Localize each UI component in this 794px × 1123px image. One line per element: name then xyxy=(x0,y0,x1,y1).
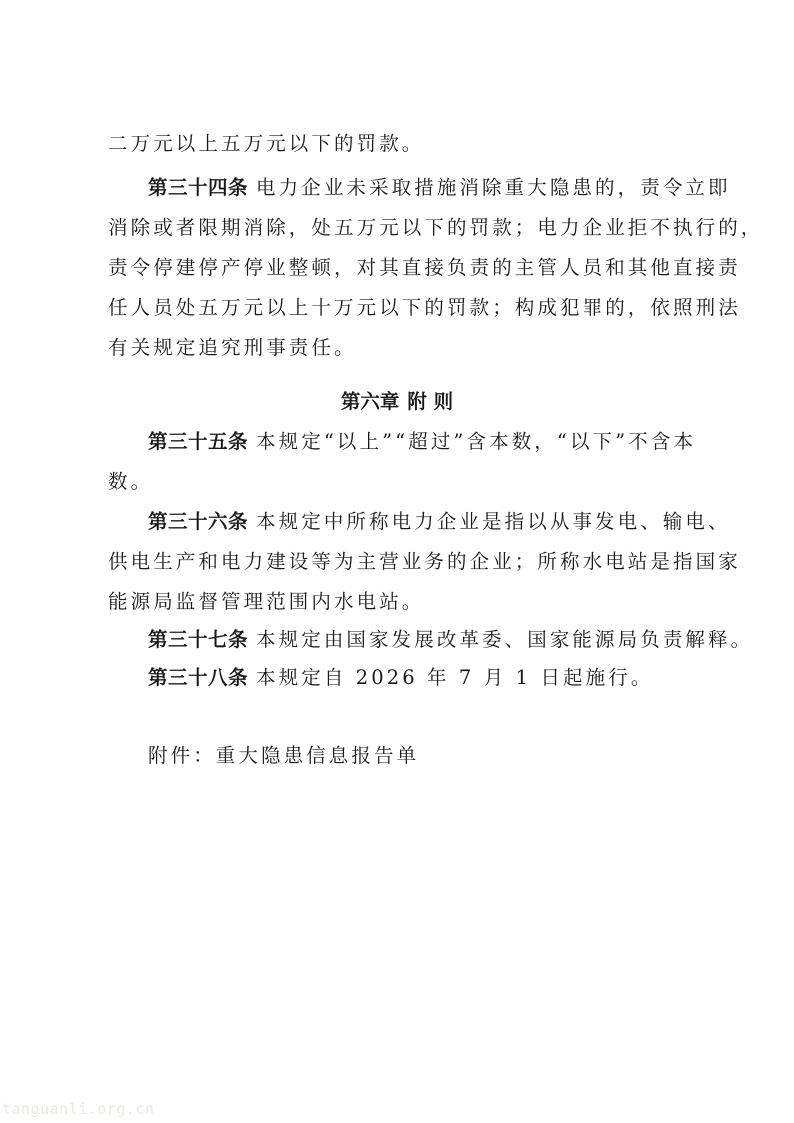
continuation-line: 二万元以上五万元以下的罚款。 xyxy=(108,132,425,155)
article-36-first-line xyxy=(148,510,731,534)
chapter-title: 附 则 xyxy=(407,390,454,413)
article-34-text: 电力企业未采取措施消除重大隐患的，责令立即 xyxy=(256,176,731,199)
watermark-text: tanguanli.org.cn xyxy=(2,1100,155,1118)
article-35-label: 第三十五条 xyxy=(148,430,249,453)
article-34-line: 消除或者限期消除，处五万元以下的罚款；电力企业拒不执行的， xyxy=(108,216,764,239)
article-34-first-line xyxy=(148,176,731,200)
chapter-heading xyxy=(0,390,794,414)
article-37-line xyxy=(148,628,754,652)
article-37-label: 第三十七条 xyxy=(148,628,249,651)
article-38-text: 本规定自 2026 年 7 月 1 日起施行。 xyxy=(256,666,654,689)
article-34-line: 有关规定追究刑事责任。 xyxy=(108,336,357,359)
article-38-line xyxy=(148,666,728,690)
chapter-number: 第六章 xyxy=(340,390,400,413)
article-34-line: 任人员处五万元以上十万元以下的罚款；构成犯罪的，依照刑法 xyxy=(108,296,741,319)
article-34-line: 责令停建停产停业整顿，对其直接负责的主管人员和其他直接责 xyxy=(108,256,741,279)
article-34-label: 第三十四条 xyxy=(148,176,249,199)
article-35-text: 本规定“以上”“超过”含本数，“以下”不含本 xyxy=(256,430,697,453)
attachment-line: 附件：重大隐患信息报告单 xyxy=(148,744,420,767)
article-36-label: 第三十六条 xyxy=(148,510,249,533)
article-36-text: 本规定中所称电力企业是指以从事发电、输电、 xyxy=(256,510,731,533)
article-37-text: 本规定由国家发展改革委、国家能源局负责解释。 xyxy=(256,628,754,651)
article-35-first-line xyxy=(148,430,728,454)
article-36-line: 供电生产和电力建设等为主营业务的企业；所称水电站是指国家 xyxy=(108,550,741,573)
article-38-label: 第三十八条 xyxy=(148,666,249,689)
article-35-line: 数。 xyxy=(108,470,154,493)
article-36-line: 能源局监督管理范围内水电站。 xyxy=(108,590,425,613)
